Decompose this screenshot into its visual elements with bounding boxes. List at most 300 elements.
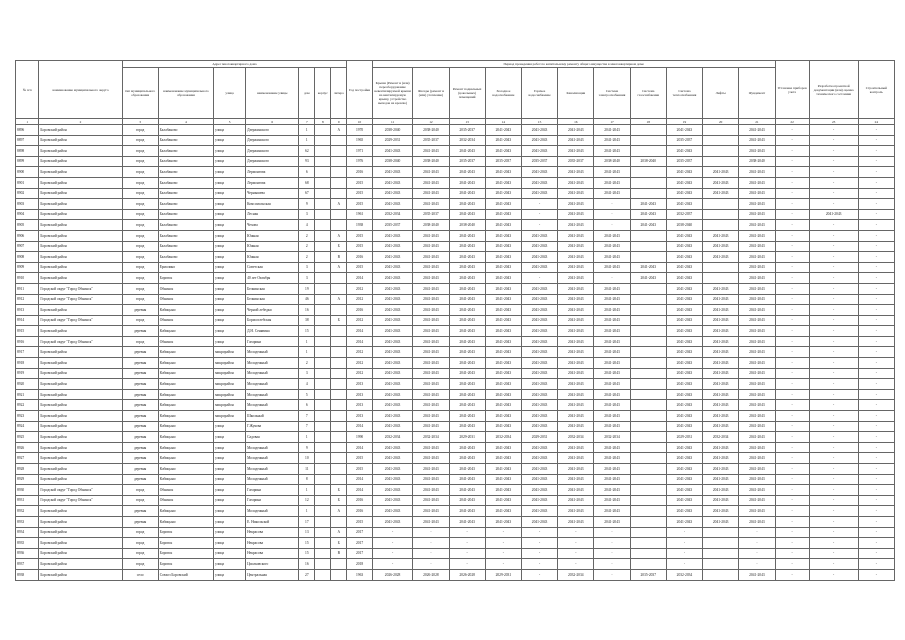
table-cell: деревня	[122, 432, 158, 443]
table-cell: 2041-2043	[521, 411, 557, 422]
table-cell: 1990	[347, 432, 373, 443]
table-row	[16, 516, 895, 527]
table-cell: 11	[299, 464, 315, 475]
table-cell: 2041-2043	[521, 464, 557, 475]
table-cell	[630, 177, 666, 188]
table-cell	[315, 252, 331, 263]
table-cell: 2041-2043	[594, 283, 630, 294]
table-cell: -	[809, 230, 858, 241]
table-cell: -	[809, 432, 858, 443]
table-cell: 2041-2043	[413, 326, 449, 337]
table-cell: Боровский район	[39, 188, 122, 199]
table-cell: -	[858, 167, 894, 178]
table-cell: Боровск	[158, 538, 213, 549]
table-cell: 2041-2043	[521, 188, 557, 199]
table-cell: 2041-2043	[413, 199, 449, 210]
table-cell	[630, 548, 666, 559]
table-cell: 2041-2043	[449, 485, 485, 496]
table-cell: 2014	[347, 474, 373, 485]
table-cell: Южная	[246, 230, 299, 241]
table-cell	[315, 464, 331, 475]
table-cell: 1970	[347, 125, 373, 136]
table-cell: Лермонтова	[246, 177, 299, 188]
table-cell: 2041-2043	[372, 358, 412, 369]
table-cell: -	[775, 156, 809, 167]
table-cell	[331, 453, 347, 464]
table-cell	[703, 569, 739, 580]
table-cell: 2041-2043	[739, 464, 775, 475]
table-cell: 2032-2037	[666, 209, 702, 220]
table-cell: -	[739, 527, 775, 538]
table-cell: Боровский район	[39, 538, 122, 549]
table-cell	[630, 559, 666, 570]
table-cell: улица	[214, 156, 246, 167]
table-cell: Кабицыно	[158, 305, 213, 316]
table-row	[16, 294, 895, 305]
table-cell: 2041-2043	[521, 379, 557, 390]
table-cell: 2041-2043	[485, 379, 521, 390]
table-cell: 2041-2043	[558, 167, 594, 178]
table-cell: Боровский район	[39, 146, 122, 157]
table-cell: город	[122, 241, 158, 252]
table-cell: -	[594, 538, 630, 549]
table-cell: 2012	[347, 294, 373, 305]
table-row	[16, 347, 895, 358]
table-cell: 2041-2043	[594, 474, 630, 485]
table-cell: Дзержинского	[246, 125, 299, 136]
table-cell: 2041-2043	[485, 495, 521, 506]
table-cell: 2041-2043	[594, 305, 630, 316]
table-cell: Комсомольская	[246, 199, 299, 210]
table-cell: 12	[299, 495, 315, 506]
table-cell: -	[775, 273, 809, 284]
table-cell	[315, 379, 331, 390]
table-cell: 8900	[16, 167, 39, 178]
table-cell: 2041-2043	[449, 326, 485, 337]
table-cell	[315, 220, 331, 231]
table-cell: 2041-2043	[521, 252, 557, 263]
table-cell: улица	[214, 135, 246, 146]
table-cell: -	[858, 389, 894, 400]
table-cell: 2029-2031	[521, 432, 557, 443]
table-cell: Молодежный	[246, 453, 299, 464]
table-cell: 15	[299, 548, 315, 559]
table-cell: -	[521, 220, 557, 231]
table-cell: 2041-2043	[666, 230, 702, 241]
table-cell: 2041-2043	[449, 241, 485, 252]
table-cell	[315, 125, 331, 136]
table-cell: -	[594, 548, 630, 559]
table-cell: -	[666, 527, 702, 538]
table-cell: 2041-2043	[521, 442, 557, 453]
table-cell: -	[449, 559, 485, 570]
table-cell: 15	[299, 538, 315, 549]
table-cell: 2041-2043	[521, 283, 557, 294]
table-cell: 2041-2043	[594, 125, 630, 136]
col-header: Система теплоснабжения	[666, 68, 702, 119]
table-cell: 8931	[16, 495, 39, 506]
table-cell: 2041-2043	[703, 368, 739, 379]
table-cell: 2035-2037	[413, 209, 449, 220]
table-cell: 2041-2043	[485, 209, 521, 220]
table-cell: 2	[299, 230, 315, 241]
table-cell	[331, 474, 347, 485]
table-cell: Гагарина	[246, 336, 299, 347]
table-cell: -	[775, 432, 809, 443]
table-cell: 2041-2043	[666, 421, 702, 432]
table-cell: 8917	[16, 347, 39, 358]
table-cell: 2041-2043	[558, 294, 594, 305]
table-cell: 2041-2043	[558, 283, 594, 294]
table-cell: 2041-2043	[372, 421, 412, 432]
table-cell: -	[521, 559, 557, 570]
table-cell: Боровский район	[39, 453, 122, 464]
table-cell	[331, 326, 347, 337]
table-cell: 2041-2043	[739, 273, 775, 284]
table-cell	[630, 538, 666, 549]
table-cell: 2041-2043	[372, 273, 412, 284]
table-cell: Циолковского	[246, 559, 299, 570]
table-cell: 27	[299, 569, 315, 580]
table-cell: 5	[299, 389, 315, 400]
table-cell: 2041-2043	[372, 336, 412, 347]
table-cell: 2014	[347, 336, 373, 347]
table-cell: 2016	[347, 252, 373, 263]
table-cell: 2041-2043	[521, 516, 557, 527]
table-cell	[315, 559, 331, 570]
table-cell: 2041-2043	[594, 411, 630, 422]
table-cell: 2038-2040	[630, 156, 666, 167]
table-cell: 2041-2043	[485, 421, 521, 432]
table-cell: 2041-2043	[703, 379, 739, 390]
table-row	[16, 538, 895, 549]
table-cell: Б	[331, 241, 347, 252]
table-cell: 2041-2043	[558, 389, 594, 400]
table-cell: Молодежный	[246, 379, 299, 390]
table-cell: 2041-2043	[630, 273, 666, 284]
table-cell: 2041-2043	[703, 347, 739, 358]
table-cell: 2041-2043	[449, 389, 485, 400]
table-cell: -	[594, 209, 630, 220]
col-header: № п/п	[16, 61, 39, 119]
col-header: Ремонт подвальных (цокольных) помещений	[449, 68, 485, 119]
table-cell: Городской округ "Город Обнинск"	[39, 294, 122, 305]
table-cell: 2035-2037	[372, 220, 412, 231]
table-row	[16, 326, 895, 337]
table-cell: город	[122, 167, 158, 178]
table-cell: 2016	[347, 506, 373, 517]
table-cell: 2041-2043	[372, 453, 412, 464]
table-cell: -	[809, 506, 858, 517]
table-cell: -	[858, 305, 894, 316]
table-cell: Борисоглебская	[246, 315, 299, 326]
table-cell: 2041-2043	[485, 336, 521, 347]
table-cell: -	[775, 188, 809, 199]
table-cell: 2041-2043	[666, 358, 702, 369]
table-cell: 2035-2037	[630, 569, 666, 580]
table-cell: 8912	[16, 294, 39, 305]
table-cell: 2041-2043	[485, 167, 521, 178]
table-cell	[331, 156, 347, 167]
col-header: дом	[299, 68, 315, 119]
table-cell: 1	[299, 125, 315, 136]
table-cell: 2041-2043	[558, 273, 594, 284]
table-cell: -	[809, 252, 858, 263]
table-cell: 2041-2043	[372, 262, 412, 273]
table-cell: -	[666, 538, 702, 549]
table-cell: 2041-2043	[372, 252, 412, 263]
table-cell: Кабицыно	[158, 421, 213, 432]
table-cell	[703, 209, 739, 220]
table-cell: 2041-2043	[413, 495, 449, 506]
table-cell: 2041-2043	[413, 241, 449, 252]
table-cell: 2041-2043	[449, 474, 485, 485]
table-cell: улица	[214, 506, 246, 517]
table-cell	[315, 188, 331, 199]
table-cell: Кабицыно	[158, 474, 213, 485]
table-cell: деревня	[122, 464, 158, 475]
col-number: 21	[739, 119, 775, 125]
table-cell	[630, 368, 666, 379]
table-cell: 2041-2043	[558, 368, 594, 379]
table-cell: 2041-2043	[449, 230, 485, 241]
table-cell: Балабаново	[158, 220, 213, 231]
table-cell: Боровский район	[39, 464, 122, 475]
table-cell: улица	[214, 442, 246, 453]
table-cell: город	[122, 294, 158, 305]
table-cell: 2032-2034	[594, 432, 630, 443]
col-header: Установка приборов учета	[775, 61, 809, 119]
table-cell	[630, 167, 666, 178]
table-cell: 1938	[347, 220, 373, 231]
table-cell: 2041-2043	[449, 283, 485, 294]
table-cell: А	[331, 125, 347, 136]
table-cell: Боровский район	[39, 421, 122, 432]
table-cell: 2041-2043	[485, 177, 521, 188]
table-cell: 2041-2043	[521, 135, 557, 146]
table-cell: 2041-2043	[485, 400, 521, 411]
table-cell: 2035-2037	[666, 156, 702, 167]
table-cell: 2014	[347, 485, 373, 496]
table-cell: 2041-2043	[739, 177, 775, 188]
table-cell: 2014	[347, 273, 373, 284]
table-cell: Некрасова	[246, 538, 299, 549]
table-cell: 2041-2043	[449, 336, 485, 347]
table-cell: город	[122, 527, 158, 538]
table-cell: микрорайон	[214, 368, 246, 379]
table-cell: -	[809, 379, 858, 390]
table-cell: 2041-2043	[413, 188, 449, 199]
table-cell: 2041-2043	[739, 199, 775, 210]
table-cell: 2041-2043	[666, 146, 702, 157]
table-cell: -	[809, 464, 858, 475]
table-cell: улица	[214, 421, 246, 432]
table-cell: -	[666, 548, 702, 559]
table-cell	[703, 548, 739, 559]
table-cell: 2041-2043	[485, 442, 521, 453]
table-cell: 2041-2043	[594, 336, 630, 347]
table-cell: 2041-2043	[739, 283, 775, 294]
table-cell: -	[521, 569, 557, 580]
table-cell: улица	[214, 283, 246, 294]
table-cell: 2041-2043	[739, 400, 775, 411]
table-cell: 2041-2043	[666, 241, 702, 252]
table-cell: 2017	[347, 538, 373, 549]
col-number: 3	[122, 119, 158, 125]
table-cell	[630, 442, 666, 453]
table-cell: Боровский район	[39, 432, 122, 443]
table-cell: 2041-2043	[703, 167, 739, 178]
table-cell: -	[858, 506, 894, 517]
table-cell: -	[858, 421, 894, 432]
table-cell: -	[809, 358, 858, 369]
table-cell	[703, 125, 739, 136]
table-cell: -	[521, 209, 557, 220]
table-cell: 2041-2043	[449, 358, 485, 369]
table-cell: 1976	[347, 156, 373, 167]
table-cell: город	[122, 273, 158, 284]
table-cell: 2041-2043	[449, 167, 485, 178]
table-cell: Боровский район	[39, 326, 122, 337]
table-cell: 2041-2043	[666, 125, 702, 136]
table-cell: 2041-2043	[558, 315, 594, 326]
table-cell: Боровский район	[39, 389, 122, 400]
table-cell: Кабицыно	[158, 453, 213, 464]
table-cell: -	[858, 474, 894, 485]
table-cell: -	[809, 125, 858, 136]
col-header: литера	[331, 68, 347, 119]
table-cell: 2014	[347, 421, 373, 432]
table-cell: -	[809, 283, 858, 294]
table-cell: 2038-2040	[413, 220, 449, 231]
table-cell: 7	[299, 411, 315, 422]
table-cell: 1	[299, 336, 315, 347]
table-cell: 2041-2043	[558, 442, 594, 453]
table-cell: -	[558, 538, 594, 549]
table-cell: 2041-2043	[449, 177, 485, 188]
table-cell: -	[775, 230, 809, 241]
table-cell: город	[122, 548, 158, 559]
table-cell: Боровский район	[39, 241, 122, 252]
table-cell: 2014	[347, 326, 373, 337]
table-cell: 2041-2043	[485, 305, 521, 316]
table-cell: микрорайон	[214, 347, 246, 358]
table-cell	[331, 146, 347, 157]
table-cell: 2015	[347, 464, 373, 475]
table-cell: -	[485, 527, 521, 538]
col-number: 8	[315, 119, 331, 125]
table-cell	[331, 283, 347, 294]
table-cell: 2041-2043	[449, 506, 485, 517]
table-cell: улица	[214, 125, 246, 136]
table-cell: 93	[299, 156, 315, 167]
table-cell: 2041-2043	[594, 262, 630, 273]
table-cell	[630, 241, 666, 252]
table-cell: 2041-2043	[666, 199, 702, 210]
table-cell: -	[858, 283, 894, 294]
table-cell: 2041-2043	[703, 252, 739, 263]
table-cell: 2041-2043	[521, 453, 557, 464]
table-cell: 2041-2043	[372, 326, 412, 337]
table-cell	[630, 315, 666, 326]
table-cell: 2013	[347, 379, 373, 390]
table-row	[16, 241, 895, 252]
table-cell: 40 лет Октября	[246, 273, 299, 284]
table-cell: улица	[214, 453, 246, 464]
col-header: Разработка проектной документации (или) оценка технического состояния	[809, 61, 858, 119]
table-cell: Молодежный	[246, 464, 299, 475]
table-cell: Балабаново	[158, 241, 213, 252]
col-header: Крыша (Ремонт и (или) переоборудование невентилируемой крыши на вентилируемую крышу, устройство выходов на кровлю)	[372, 68, 412, 119]
table-cell: деревня	[122, 347, 158, 358]
table-cell	[315, 569, 331, 580]
table-cell: улица	[214, 146, 246, 157]
table-cell: 2041-2043	[703, 326, 739, 337]
table-cell: 2041-2043	[372, 167, 412, 178]
table-cell: 2041-2043	[521, 262, 557, 273]
table-cell: -	[858, 432, 894, 443]
table-cell: 2041-2043	[703, 241, 739, 252]
table-cell: деревня	[122, 400, 158, 411]
table-cell: 2041-2043	[558, 241, 594, 252]
table-cell: 8911	[16, 283, 39, 294]
table-cell: 2041-2043	[594, 167, 630, 178]
table-cell: Кабицыно	[158, 347, 213, 358]
table-cell	[315, 135, 331, 146]
table-cell: улица	[214, 315, 246, 326]
table-cell: -	[739, 559, 775, 570]
table-cell: 7	[299, 421, 315, 432]
table-cell: 2041-2043	[594, 495, 630, 506]
table-cell: -	[775, 379, 809, 390]
table-cell: 2041-2043	[413, 485, 449, 496]
table-cell	[315, 167, 331, 178]
table-cell: -	[775, 506, 809, 517]
table-cell: микрорайон	[214, 389, 246, 400]
table-cell	[315, 230, 331, 241]
table-cell: 2041-2043	[485, 125, 521, 136]
table-cell: -	[372, 548, 412, 559]
table-cell: -	[858, 262, 894, 273]
table-cell: -	[775, 315, 809, 326]
table-cell: 2041-2043	[558, 305, 594, 316]
table-cell: 2041-2043	[666, 411, 702, 422]
table-cell: 2041-2043	[449, 305, 485, 316]
table-cell: 2	[299, 252, 315, 263]
table-cell: 2032-2034	[413, 432, 449, 443]
table-cell: -	[858, 220, 894, 231]
table-cell	[315, 389, 331, 400]
table-cell: 2041-2043	[594, 464, 630, 475]
table-row	[16, 495, 895, 506]
table-cell	[315, 146, 331, 157]
table-cell: -	[775, 135, 809, 146]
table-cell: 2041-2043	[594, 485, 630, 496]
table-cell: 2041-2043	[372, 199, 412, 210]
table-cell: -	[809, 294, 858, 305]
table-cell: -	[809, 135, 858, 146]
table-cell: город	[122, 125, 158, 136]
table-cell: 2041-2043	[630, 262, 666, 273]
col-number: 10	[347, 119, 373, 125]
table-cell: Молодежный	[246, 474, 299, 485]
table-cell: -	[775, 559, 809, 570]
table-cell: 2032-2034	[703, 432, 739, 443]
table-row	[16, 506, 895, 517]
table-cell: Боровск	[158, 559, 213, 570]
table-cell: город	[122, 495, 158, 506]
table-cell: Южная	[246, 241, 299, 252]
